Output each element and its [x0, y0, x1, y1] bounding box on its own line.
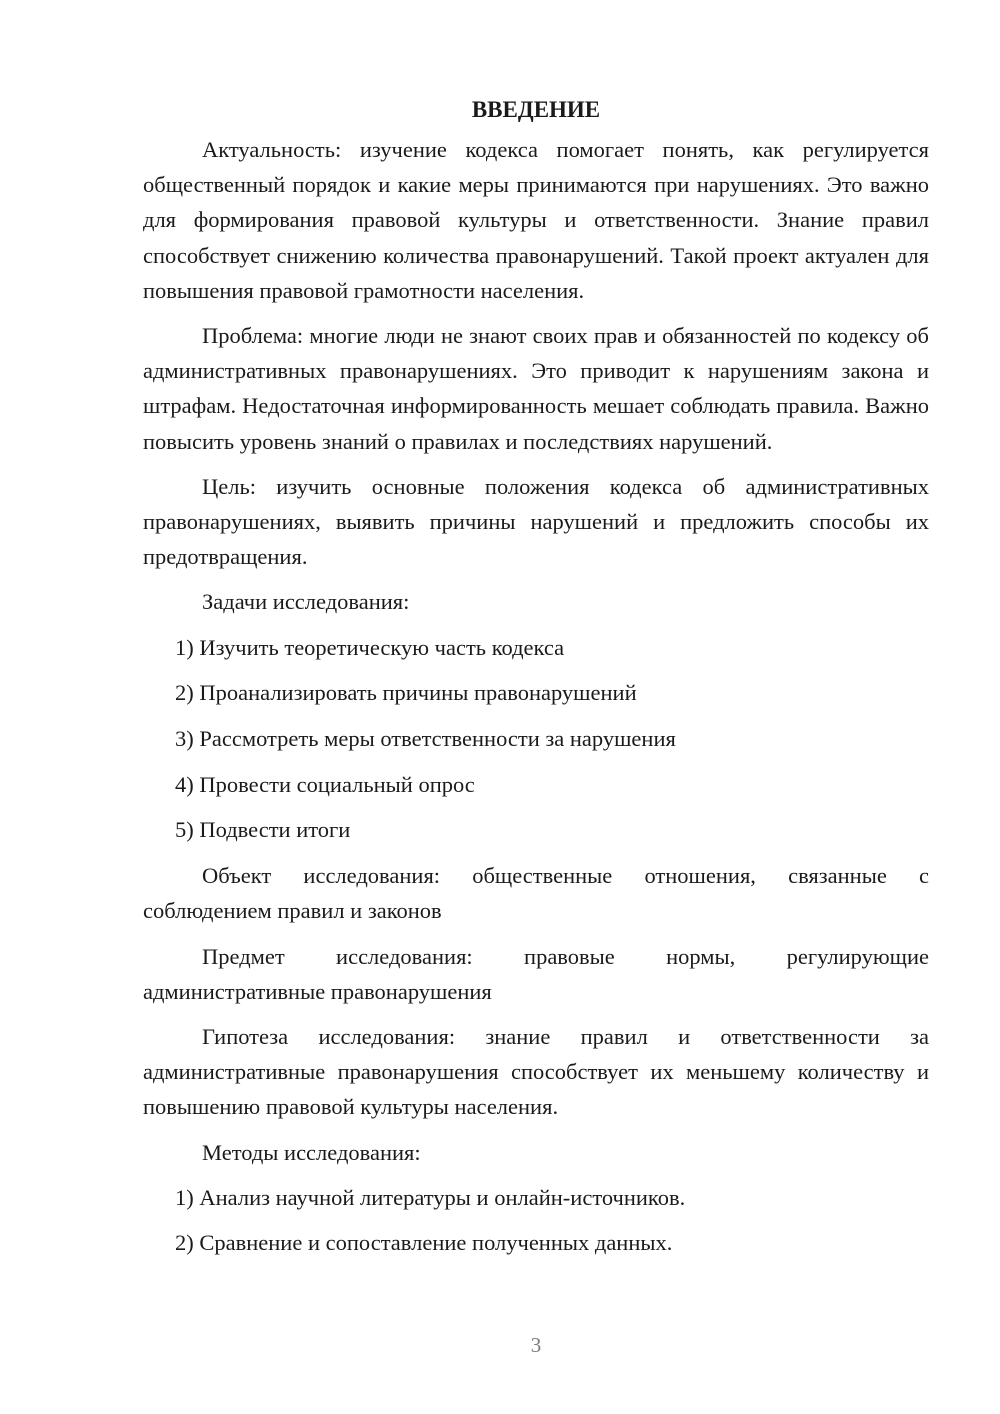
list-item: 5) Подвести итоги [175, 817, 351, 843]
page-number: 3 [530, 1333, 542, 1357]
list-item: 3) Рассмотреть меры ответственности за нарушения [175, 726, 676, 752]
list-item: 2) Сравнение и сопоставление полученных данных. [175, 1230, 673, 1256]
section-title: ВВЕДЕНИЕ [471, 97, 601, 122]
subject-paragraph: Предмет исследования: правовые нормы, регулирующие административные правонарушения [143, 943, 929, 1004]
methods-list [143, 1180, 929, 1261]
tasks-list [143, 630, 929, 848]
methods-heading: Методы исследования: [202, 1139, 421, 1165]
goal-paragraph: Цель: изучить основные положения кодекса об административных правонарушениях, выявить причины нарушений и предложить способы их предотвращения. [143, 473, 929, 570]
hypothesis-paragraph: Гипотеза исследования: знание правил и ответственности за административные правонарушения способствует их меньшему количеству и повышению правовой культуры населения. [143, 1023, 929, 1120]
list-item: 1) Анализ научной литературы и онлайн-источников. [175, 1184, 686, 1210]
tasks-heading: Задачи исследования: [202, 589, 410, 615]
list-item: 1) Изучить теоретическую часть кодекса [175, 634, 565, 660]
list-item: 4) Провести социальный опрос [175, 771, 475, 797]
object-paragraph: Объект исследования: общественные отношения, связанные с соблюдением правил и законов [143, 863, 929, 924]
document-page [143, 92, 929, 1271]
list-item: 2) Проанализировать причины правонарушений [175, 680, 637, 706]
relevance-paragraph: Актуальность: изучение кодекса помогает понять, как регулируется общественный порядок и какие меры принимаются при нарушениях. Это важно для формирования правовой культуры и ответственности. Знание правил способствует снижению количества правонарушений. Такой проект актуален для повышения правовой грамотности населения. [143, 137, 929, 303]
problem-paragraph: Проблема: многие люди не знают своих прав и обязанностей по кодексу об административных правонарушениях. Это приводит к нарушениям закона и штрафам. Недостаточная информированность мешает соблюдать правила. Важно повысить уровень знаний о правилах и последствиях нарушений. [143, 323, 929, 454]
